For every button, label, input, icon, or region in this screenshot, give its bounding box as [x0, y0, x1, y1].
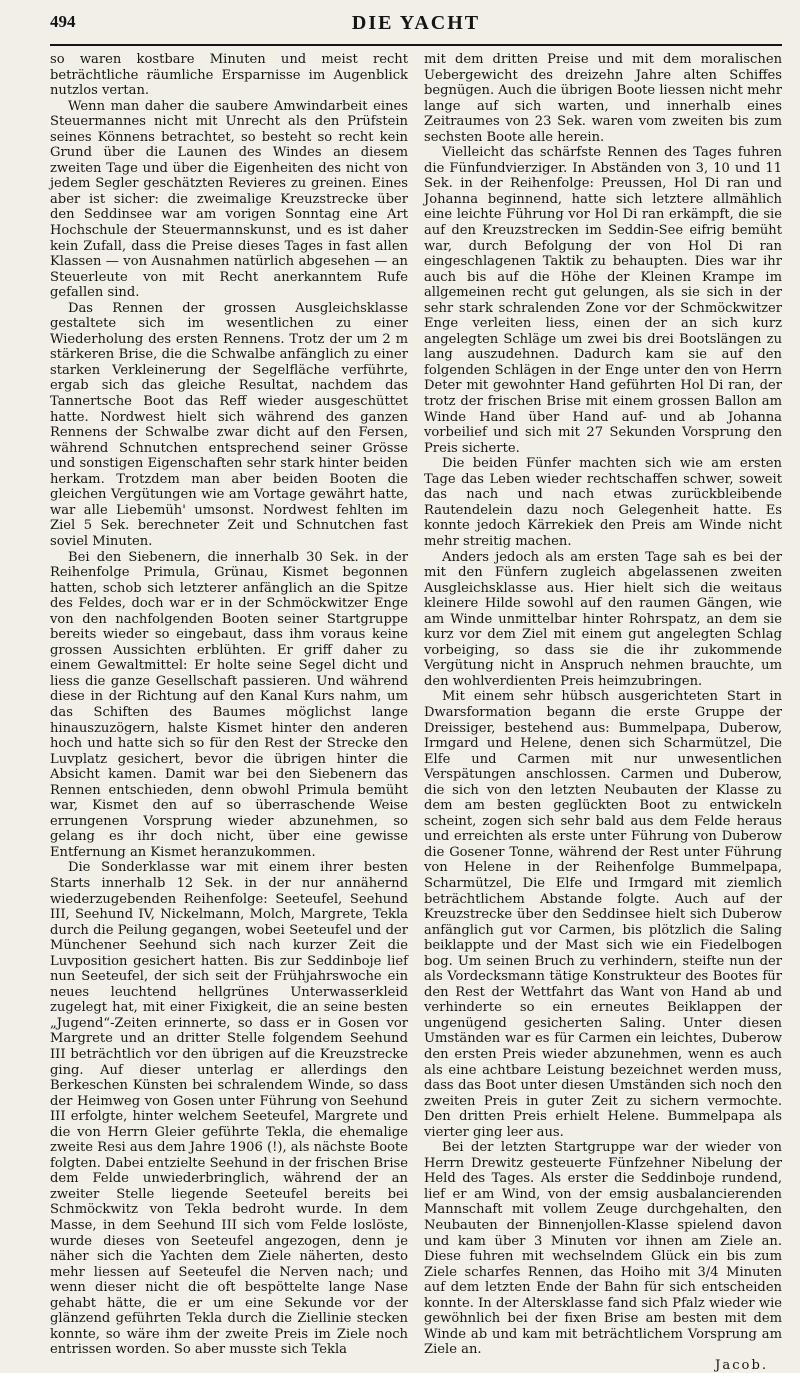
- paragraph: Wenn man daher die saubere Amwindarbeit eines Steuermannes nicht mit Unrecht als den Prüfstein seines Könnens betrachtet, so besteht so recht kein Grund über die Launen des Windes an diesem zweiten Tage und über die Eigenheiten des nicht von jedem Segler geschätzten Revieres zu greinen. Eines aber ist sicher: die zweimalige Kreuzstrecke über den Seddinsee war am vorigen Sonntag eine Art Hochschule der Steuermannskunst, und es ist daher kein Zufall, dass die Preise dieses Tages in fast allen Klassen — von Ausnahmen natürlich abgesehen — an Steuerleute von mit Recht anerkanntem Rufe gefallen sind.: [50, 98, 408, 301]
- paragraph: Die Sonderklasse war mit einem ihrer besten Starts innerhalb 12 Sek. in der nur annähernd wiederzugebenden Reihenfolge: Seeteufel, Seehund III, Seehund IV, Nickelmann, Molch, Margrete, Tekla durch die Peilung gegangen, wobei Seeteufel und der Münchener Seehund sich nach kurzer Zeit die Luvposition gesichert hatten. Bis zur Seddinboje lief nun Seeteufel, der sich seit der Frühjahrswoche ein neues leuchtend hellgrünes Unterwasserkleid zugelegt hat, mit einer Fixigkeit, die an seine besten „Jugend“-Zeiten erinnerte, so dass er in Gosen vor Margrete und an dritter Stelle folgendem Seehund III beträchtlich vor den übrigen auf die Kreuzstrecke ging. Auf dieser unterlag er allerdings den Berkeschen Künsten bei schralendem Winde, so dass der Heimweg von Gosen unter Führung von Seehund III erfolgte, hinter welchem Seeteufel, Margrete und die von Herrn Gleier geführte Tekla, die ehemalige zweite Resi aus dem Jahre 1906 (!), als nächste Boote folgten. Dabei entzielte Seehund in der frischen Brise dem Felde unwiederbringlich, während der an zweiter Stelle liegende Seeteufel bereits bei Schmöckwitz von Tekla bedroht wurde. In dem Masse, in dem Seehund III sich vom Felde loslöste, wurde dieses von Seeteufel angezogen, denn je näher sich die Yachten dem Ziele näherten, desto mehr liessen auf Seeteufel die Nerven nach; und wenn dieser nicht die oft bespöttelte lange Nase gehabt hätte, die er um eine Sekunde vor der glänzend geführten Tekla durch die Ziellinie stecken konnte, so wäre ihm der zweite Preis im Ziele noch entrissen worden. So aber musste sich Tekla: [50, 860, 408, 1358]
- left-column: [50, 52, 408, 1358]
- author-signature: Jacob.: [715, 1357, 768, 1373]
- paragraph: Bei der letzten Startgruppe war der wieder von Herrn Drewitz gesteuerte Fünfzehner Nibelung der Held des Tages. Als erster die Seddinboje rundend, lief er am Wind, von der emsig ausbalancierenden Mannschaft mit vollem Zeuge durchgehalten, den Neubauten der Binnenjollen-Klasse spielend davon und kam über 3 Minuten vor ihnen am Ziele an. Diese fuhren mit wechselndem Glück ein bis zum Ziele scharfes Rennen, das Hoiho mit 3/4 Minuten auf dem letzten Ende der Bahn für sich entscheiden konnte. In der Altersklasse fand sich Pfalz wieder wie gewöhnlich bei der fixen Brise am besten mit dem Winde ab und kam mit beträchtlichem Vorsprung am Ziele an.: [424, 1140, 782, 1358]
- page-header: [50, 8, 782, 34]
- paragraph: mit dem dritten Preise und mit dem moralischen Uebergewicht des dreizehn Jahre alten Schiffes begnügen. Auch die übrigen Boote liessen nicht mehr lange auf sich warten, und innerhalb eines Zeitraumes von 23 Sek. waren vom zweiten bis zum sechsten Boote alle herein.: [424, 52, 782, 145]
- header-rule: [50, 44, 782, 46]
- paragraph: so waren kostbare Minuten und meist recht beträchtliche räumliche Ersparnisse im Augenblick nutzlos vertan.: [50, 52, 408, 99]
- paragraph: Mit einem sehr hübsch ausgerichteten Start in Dwarsformation begann die erste Gruppe der Dreissiger, bestehend aus: Bummelpapa, Duberow, Irmgard und Helene, denen sich Scharmützel, Die Elfe und Carmen mit nur unwesentlichen Verspätungen anschlossen. Carmen und Duberow, die sich von den letzten Neubauten der Klasse zu dem am besten geglückten Boot zu entwickeln scheint, zogen sich sehr bald aus dem Felde heraus und erreichten als erste unter Führung von Duberow die Gosener Tonne, während der Rest unter Führung von Helene in der Reihenfolge Bummelpapa, Scharmützel, Die Elfe und Irmgard mit ziemlich beträchtlichem Abstande folgte. Auch auf der Kreuzstrecke über den Seddinsee hielt sich Duberow anfänglich gut vor Carmen, bis plötzlich die Saling beiklappte und der Mast sich wie ein Fiedelbogen bog. Um seinen Bruch zu verhindern, steifte nun der als Vordecksmann tätige Konstrukteur des Bootes für den Rest der Wettfahrt das Want von Hand ab und verhinderte so ein erneutes Beiklappen der ungenügend gesicherten Saling. Unter diesen Umständen war es für Carmen ein leichtes, Duberow den ersten Preis wieder abzunehmen, wenn es auch als eine achtbare Leistung bezeichnet werden muss, dass das Boot unter diesen Umständen sich noch den zweiten Preis in guter Zeit zu sichern vermochte. Den dritten Preis erhielt Helene. Bummelpapa als vierter ging leer aus.: [424, 689, 782, 1140]
- journal-title: DIE YACHT: [351, 12, 481, 34]
- page-number: 494: [50, 12, 76, 31]
- paragraph: Bei den Siebenern, die innerhalb 30 Sek. in der Reihenfolge Primula, Grünau, Kismet begonnen hatten, schob sich letzterer anfänglich an die Spitze des Feldes, doch war er in der Schmöckwitzer Enge von den nachfolgenden Booten seiner Startgruppe bereits wieder so eingebaut, dass ihm voraus keine grossen Aussichten erblühten. Er griff daher zu einem Gewaltmittel: Er holte seine Segel dicht und liess die ganze Gesellschaft passieren. Und während diese in der Richtung auf den Kanal Kurs nahm, um das Schiften des Baumes möglichst lange hinauszuzögern, halste Kismet hinter den anderen hoch und hatte sich so für den Rest der Strecke den Luvplatz gesichert, bevor die übrigen hinter die Absicht kamen. Damit war bei den Siebenern das Rennen entschieden, denn obwohl Primula bemüht war, Kismet den auf so überraschende Weise errungenen Vorsprung wieder abzunehmen, so gelang es ihr doch nicht, über eine gewisse Entfernung an Kismet heranzukommen.: [50, 549, 408, 860]
- right-column: [424, 52, 782, 1373]
- paragraph: Das Rennen der grossen Ausgleichsklasse gestaltete sich im wesentlichen zu einer Wiederholung des ersten Rennens. Trotz der um 2 m stärkeren Brise, die die Schwalbe anfänglich zu einer starken Verkleinerung der Segelfläche verführte, ergab sich das gleiche Resultat, nachdem das Tannertsche Boot das Reff wieder ausgeschüttet hatte. Nordwest hielt sich während des ganzen Rennens der Schwalbe zwar dicht auf den Fersen, während Schnutchen entsprechend seiner Grösse und sonstigen Eigenschaften sehr stark hinter beiden herkam. Trotzdem man aber beiden Booten die gleichen Vergütungen wie am Vortage gewährt hatte, war alle Liebemüh' umsonst. Nordwest fehlten im Ziel 5 Sek. berechneter Zeit und Schnutchen fast soviel Minuten.: [50, 300, 408, 549]
- paragraph: Anders jedoch als am ersten Tage sah es bei der mit den Fünfern zugleich abgelassenen zweiten Ausgleichsklasse aus. Hier hielt sich die weitaus kleinere Hilde sowohl auf den raumen Gängen, wie am Winde unmittelbar hinter Rohrspatz, an dem sie kurz vor dem Ziel mit einem gut angelegten Schlag vorbeiging, so dass sie die ihr zukommende Vergütung nicht in Anspruch nehmen brauchte, um den wohlverdienten Preis heimzubringen.: [424, 549, 782, 689]
- paragraph: Vielleicht das schärfste Rennen des Tages fuhren die Fünfundvierziger. In Abständen von 3, 10 und 11 Sek. in der Reihenfolge: Preussen, Hol Di ran und Johanna beginnend, hatte sich letztere allmählich eine leichte Führung vor Hol Di ran erkämpft, die sie auf den Kreuzstrecken im Seddin-See eifrig bemüht war, durch Befolgung der von Hol Di ran eingeschlagenen Taktik zu behaupten. Dies war ihr auch bis auf die Höhe der Kleinen Krampe im allgemeinen recht gut gelungen, als sie sich in der sehr stark schralenden Zone vor der Schmöckwitzer Enge verleiten liess, einen der an sich kurz angelegten Schläge um zwei bis drei Bootslängen zu lang auszudehnen. Dadurch kam sie auf den folgenden Schlägen in der Enge unter den von Herrn Deter mit gewohnter Hand geführten Hol Di ran, der trotz der frischen Brise mit einem grossen Ballon am Winde Hand über Hand auf- und ab Johanna vorbeilief und sich mit 27 Sekunden Vorsprung den Preis sicherte.: [424, 145, 782, 456]
- text-columns: [50, 52, 782, 1373]
- paragraph: Die beiden Fünfer machten sich wie am ersten Tage das Leben wieder rechtschaffen schwer, soweit das nach und nach etwas zurückbleibende Rautendelein dazu noch Gelegenheit hatte. Es konnte jedoch Kärrekiek den Preis am Winde nicht mehr streitig machen.: [424, 456, 782, 549]
